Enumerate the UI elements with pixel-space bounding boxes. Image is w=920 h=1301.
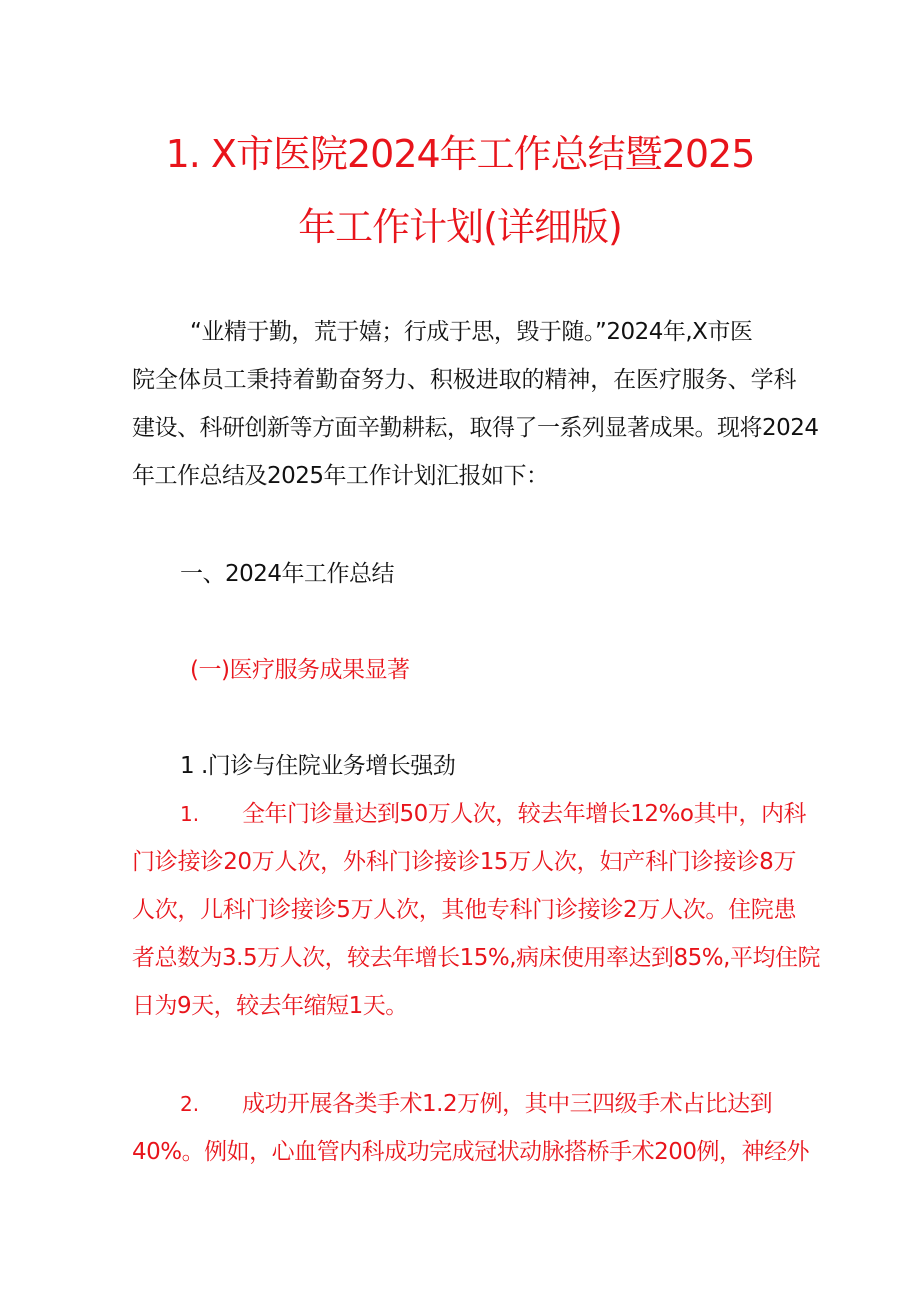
item-1-line-2: 门诊接诊20万人次，外科门诊接诊15万人次，妇产科门诊接诊8万 bbox=[132, 849, 796, 875]
intro-line-1: “业精于勤，荒于嬉；行成于思，毁于随。”2024年,X市医 bbox=[190, 319, 753, 345]
item-2-number: 2. bbox=[180, 1092, 200, 1116]
item-1-line-3: 人次，儿科门诊接诊5万人次，其他专科门诊接诊2万人次。住院患 bbox=[132, 897, 796, 923]
section-heading: 一、2024年工作总结 bbox=[180, 561, 395, 587]
item-heading: 1 .门诊与住院业务增长强劲 bbox=[180, 753, 456, 779]
item-1-line-4: 者总数为3.5万人次，较去年增长15%,病床使用率达到85%,平均住院 bbox=[132, 945, 820, 971]
document-title-line-1: 1. X市医院2024年工作总结暨2025 bbox=[165, 132, 755, 176]
item-1-number: 1. bbox=[180, 802, 200, 826]
intro-line-2: 院全体员工秉持着勤奋努力、积极进取的精神，在医疗服务、学科 bbox=[132, 367, 796, 393]
item-1-line-1: 全年门诊量达到50万人次，较去年增长12%o其中，内科 bbox=[242, 801, 806, 827]
document-title-line-2: 年工作计划(详细版) bbox=[298, 205, 622, 249]
item-2-line-2: 40%。例如，心血管内科成功完成冠状动脉搭桥手术200例，神经外 bbox=[132, 1139, 810, 1165]
intro-line-4: 年工作总结及2025年工作计划汇报如下： bbox=[132, 463, 549, 489]
item-1-line-5: 日为9天，较去年缩短1天。 bbox=[132, 993, 408, 1019]
item-2-line-1: 成功开展各类手术1.2万例，其中三四级手术占比达到 bbox=[242, 1091, 773, 1117]
intro-line-3: 建设、科研创新等方面辛勤耕耘，取得了一系列显著成果。现将2024 bbox=[132, 415, 819, 441]
subsection-heading: (一)医疗服务成果显著 bbox=[190, 657, 410, 683]
